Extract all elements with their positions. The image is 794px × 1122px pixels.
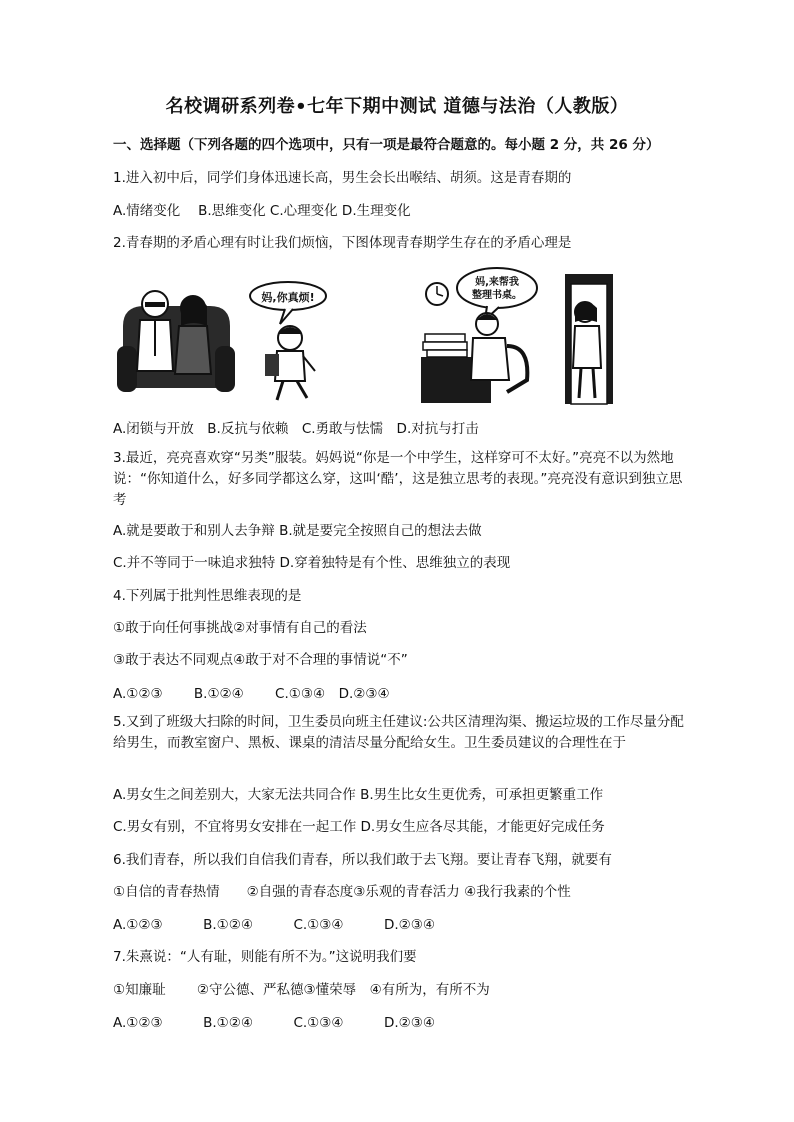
bubble-right-text-line2: 整理书桌。 (472, 290, 522, 301)
cartoon-parents-and-boy (115, 276, 335, 406)
question-5-stem: 5.又到了班级大扫除的时间，卫生委员向班主任建议:公共区清理沟渠、搬运垃圾的工作尽量分配给男生，而教室窗户、黑板、课桌的清洁尽量分配给女生。卫生委员建议的合理性在于 (113, 714, 684, 751)
cartoon-right-illustration (415, 262, 620, 407)
question-7-statements: ①知廉耻 ②守公德、严私德③懂荣辱 ④有所为，有所不为 (113, 982, 490, 998)
question-7-stem: 7.朱熹说：“人有耻，则能有所不为。”这说明我们要 (113, 949, 417, 965)
question-4-options: A.①②③ B.①②④ C.①③④ D.②③④ (113, 686, 390, 702)
page-title: 名校调研系列卷•七年下期中测试 道德与法治（人教版） (165, 96, 629, 117)
question-1-options: A.情绪变化 B.思维变化 C.心理变化 D.生理变化 (113, 203, 411, 219)
question-2-options: A.闭锁与开放 B.反抗与依赖 C.勇敢与怯懦 D.对抗与打击 (113, 421, 479, 437)
question-4-stem: 4.下列属于批判性思维表现的是 (113, 588, 302, 604)
bubble-right-text-line1: 妈,来帮我 (475, 277, 519, 288)
bubble-left-text: 妈,你真烦! (261, 291, 315, 304)
cartoon-left-illustration (115, 276, 335, 406)
question-1-stem: 1.进入初中后，同学们身体迅速长高，男生会长出喉结、胡须。这是青春期的 (113, 170, 572, 186)
question-7-options: A.①②③ B.①②④ C.①③④ D.②③④ (113, 1015, 435, 1031)
question-6-options: A.①②③ B.①②④ C.①③④ D.②③④ (113, 917, 435, 933)
question-5-options-line1: A.男女生之间差别大，大家无法共同合作 B.男生比女生更优秀，可承担更繁重工作 (113, 787, 604, 803)
cartoon-boy-at-desk (415, 262, 620, 407)
question-4-statements-1: ①敢于向任何事挑战②对事情有自己的看法 (113, 620, 367, 636)
question-4-statements-2: ③敢于表达不同观点④敢于对不合理的事情说“不” (113, 652, 408, 668)
question-5-options-line2: C.男女有别，不宜将男女安排在一起工作 D.男女生应各尽其能，才能更好完成任务 (113, 819, 605, 835)
question-2-stem: 2.青春期的矛盾心理有时让我们烦恼，下图体现青春期学生存在的矛盾心理是 (113, 235, 572, 251)
question-3-stem: 3.最近，亮亮喜欢穿“另类”服装。妈妈说“你是一个中学生，这样穿可不太好。”亮亮不以为然地说：“你知道什么，好多同学都这么穿，这叫‘酷’，这是独立思考的表现。”亮亮没有意识到独立思考 (113, 450, 683, 508)
question-3-options-line2: C.并不等同于一味追求独特 D.穿着独特是有个性、思维独立的表现 (113, 555, 511, 571)
question-6-statements: ①自信的青春热情 ②自强的青春态度③乐观的青春活力 ④我行我素的个性 (113, 884, 571, 900)
section-heading: 一、选择题（下列各题的四个选项中，只有一项是最符合题意的。每小题 2 分，共 26 分） (113, 137, 660, 153)
question-3-options-line1: A.就是要敢于和别人去争辩 B.就是要完全按照自己的想法去做 (113, 523, 482, 539)
question-6-stem: 6.我们青春，所以我们自信我们青春，所以我们敢于去飞翔。要让青春飞翔，就要有 (113, 852, 612, 868)
